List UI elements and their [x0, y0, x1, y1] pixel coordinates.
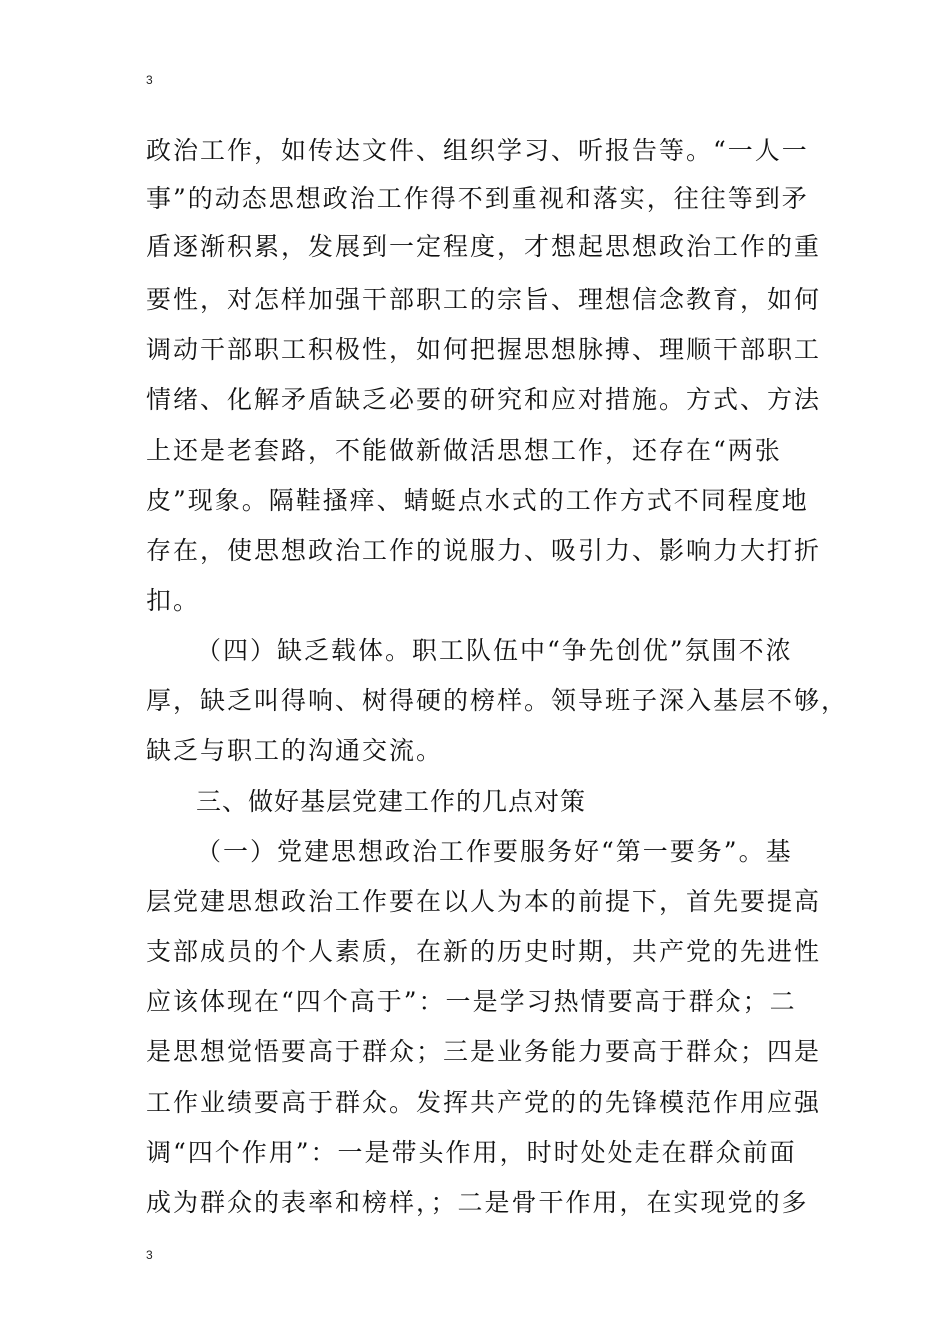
text-line: 政治工作，如传达文件、组织学习、听报告等。“一人一 — [146, 136, 809, 165]
header-page-number: 3 — [146, 73, 153, 87]
text-line: 层党建思想政治工作要在以人为本的前提下，首先要提高 — [146, 887, 822, 916]
section-heading: 三、做好基层党建工作的几点对策 — [196, 787, 587, 816]
text-line: 皮”现象。隔鞋搔痒、蜻蜓点水式的工作方式不同程度地 — [146, 486, 809, 515]
text-line: 调动干部职工积极性，如何把握思想脉搏、理顺干部职工 — [146, 335, 822, 364]
text-line: 应该体现在“四个高于”：一是学习热情要高于群众；二 — [146, 987, 797, 1016]
text-line: 缺乏与职工的沟通交流。 — [146, 736, 444, 765]
text-line: 成为群众的表率和榜样，；二是骨干作用，在实现党的多 — [146, 1188, 809, 1217]
footer-page-number: 3 — [146, 1248, 153, 1262]
text-line: 情绪、化解矛盾缺乏必要的研究和应对措施。方式、方法 — [146, 385, 822, 414]
text-line: 上还是老套路，不能做新做活思想工作，还存在“两张 — [146, 436, 782, 465]
text-line: 工作业绩要高于群众。发挥共产党的的先锋模范作用应强 — [146, 1088, 822, 1117]
text-line: 扣。 — [146, 586, 201, 615]
text-line: 盾逐渐积累，发展到一定程度，才想起思想政治工作的重 — [146, 232, 822, 261]
text-line: 厚，缺乏叫得响、树得硬的榜样。领导班子深入基层不够， — [146, 686, 849, 715]
text-line: 存在，使思想政治工作的说服力、吸引力、影响力大打折 — [146, 536, 822, 565]
text-line: 是思想觉悟要高于群众；三是业务能力要高于群众；四是 — [146, 1037, 822, 1066]
paragraph-heading-first-task: （一）党建思想政治工作要服务好“第一要务”。基 — [196, 837, 793, 866]
paragraph-heading-lacking-carrier: （四）缺乏载体。职工队伍中“争先创优”氛围不浓 — [196, 636, 793, 665]
text-line: 要性，对怎样加强干部职工的宗旨、理想信念教育，如何 — [146, 285, 822, 314]
text-line: 支部成员的个人素质，在新的历史时期，共产党的先进性 — [146, 937, 822, 966]
text-line: 调“四个作用”：一是带头作用，时时处处走在群众前面 — [146, 1138, 797, 1167]
text-line: 事”的动态思想政治工作得不到重视和落实，往往等到矛 — [146, 184, 809, 213]
